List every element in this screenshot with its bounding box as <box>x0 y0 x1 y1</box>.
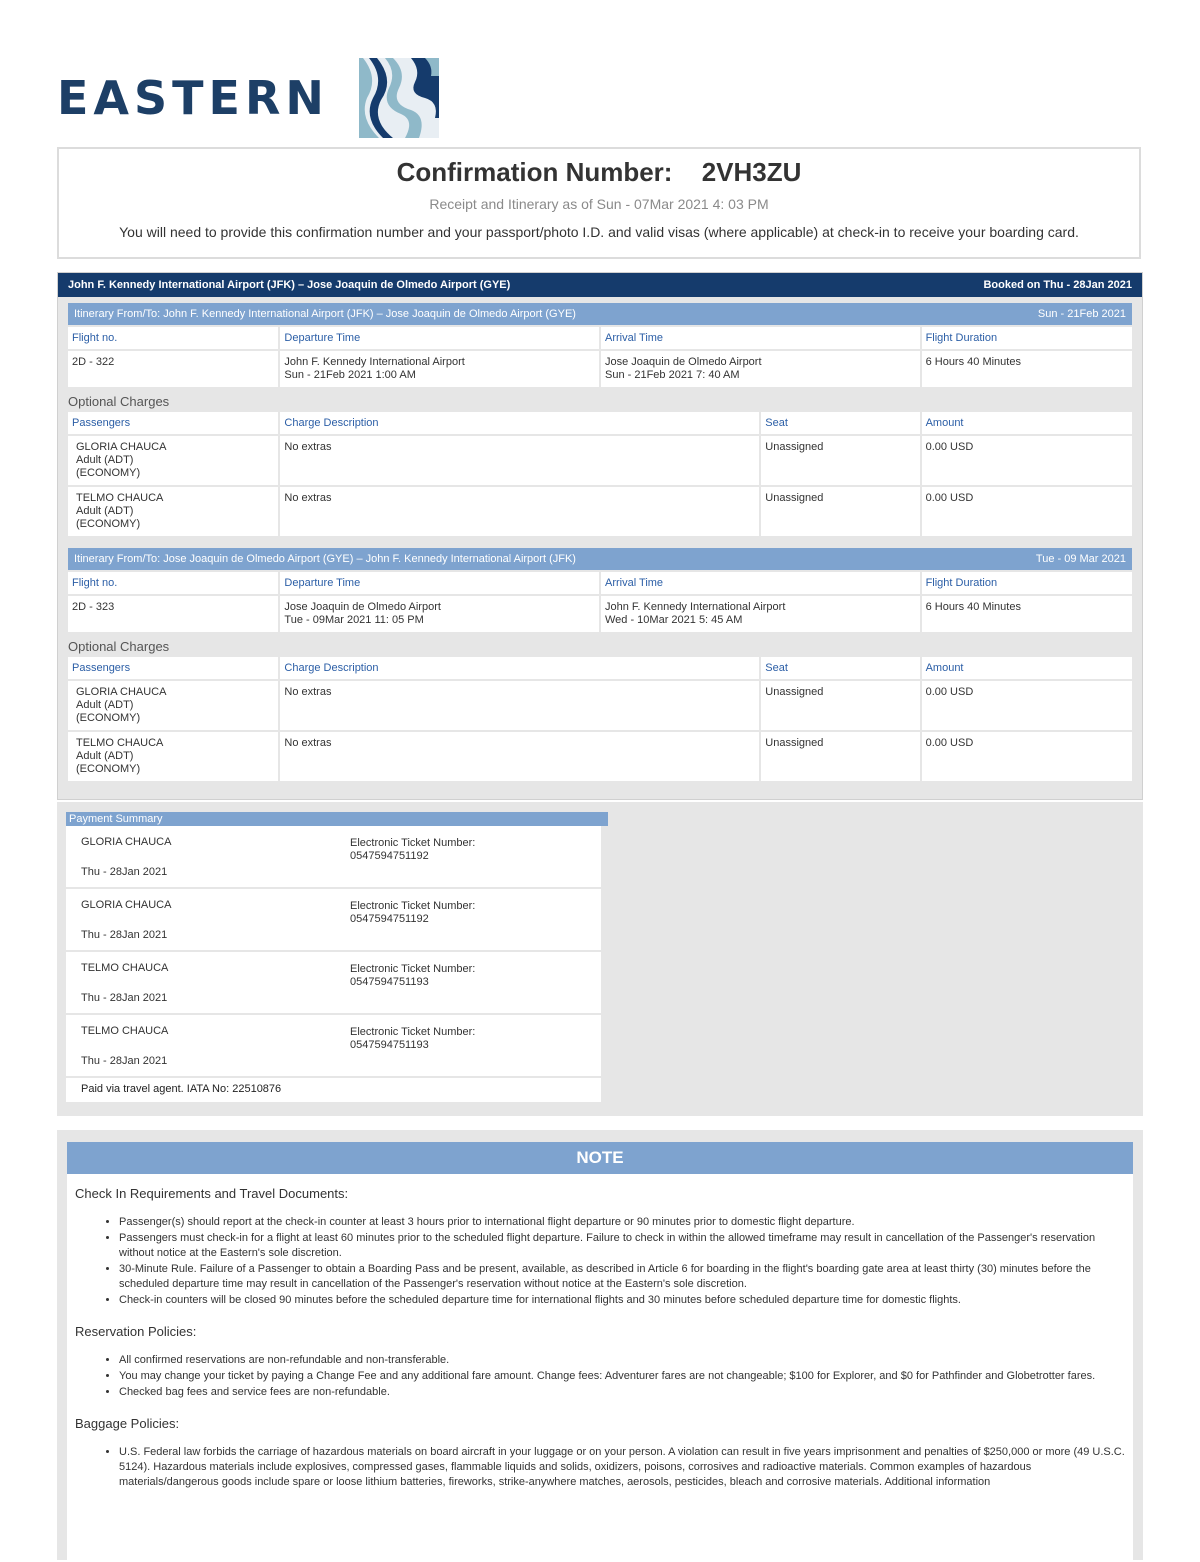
charge-description: No extras <box>280 732 759 781</box>
passenger-name: TELMO CHAUCA <box>76 737 164 749</box>
payment-date: Thu - 28Jan 2021 <box>81 1055 168 1067</box>
flight-row <box>68 351 1132 387</box>
amount-value: 0.00 USD <box>922 732 1132 781</box>
list-item: • Checked bag fees and service fees are non-refundable. <box>119 1385 1125 1400</box>
payment-row <box>66 952 601 1013</box>
charges-header-row <box>68 412 1132 434</box>
ticket-label: Electronic Ticket Number: <box>350 900 476 912</box>
seat-value: Unassigned <box>761 681 919 730</box>
amount-value: 0.00 USD <box>922 436 1132 485</box>
receipt-timestamp: Receipt and Itinerary as of Sun - 07Mar 2021 4: 03 PM <box>429 196 769 212</box>
ticket-label: Electronic Ticket Number: <box>350 837 476 849</box>
leg-date: Tue - 09 Mar 2021 <box>1035 553 1126 565</box>
charge-row <box>68 732 1132 781</box>
passenger-type: Adult (ADT) <box>76 699 134 711</box>
payment-passenger: TELMO CHAUCA <box>81 962 169 974</box>
passenger-cell <box>68 732 278 781</box>
charge-row <box>68 436 1132 485</box>
ticket-number: 0547594751192 <box>350 913 429 925</box>
payment-agent: Paid via travel agent. IATA No: 22510876 <box>66 1078 601 1102</box>
brand-name: EASTERN <box>57 71 329 125</box>
note-title: NOTE <box>67 1142 1133 1174</box>
arrival-time: Wed - 10Mar 2021 5: 45 AM <box>604 614 743 626</box>
flight-number: 2D - 323 <box>68 596 278 632</box>
list-item: • Check-in counters will be closed 90 minutes before the scheduled departure time for international flights and 30 minutes before scheduled departure time for domestic flights. <box>119 1293 1125 1308</box>
col-seat: Seat <box>761 657 919 679</box>
flight-duration: 6 Hours 40 Minutes <box>922 351 1132 387</box>
charge-description: No extras <box>280 436 759 485</box>
col-passengers: Passengers <box>68 657 278 679</box>
payment-passenger: GLORIA CHAUCA <box>81 899 172 911</box>
col-seat: Seat <box>761 412 919 434</box>
charges-table <box>66 655 1134 783</box>
confirmation-title <box>59 157 1139 188</box>
flight-row <box>68 596 1132 632</box>
payment-summary-title: Payment Summary <box>66 812 608 826</box>
passenger-type: Adult (ADT) <box>76 454 134 466</box>
payment-row <box>66 1015 601 1076</box>
flight-table <box>66 325 1134 389</box>
flight-duration: 6 Hours 40 Minutes <box>922 596 1132 632</box>
list-item: • U.S. Federal law forbids the carriage of hazardous materials on board aircraft in your luggage or on your person. A violation can result in five years imprisonment and penalties of $250,000 or more (49 U.S.C. 5124). Hazardous materials include explosives, compressed gases, flammable liquids and solids, oxidizers, poisons, corrosives and radioactive materials. Common examples of hazardous materials/dangerous goods include spare or loose lithium batteries, fireworks, strike-anywhere matches, aerosols, pesticides, bleach and corrosive materials. Additional information <box>119 1445 1125 1490</box>
confirmation-box <box>57 147 1141 259</box>
arrival-time: Sun - 21Feb 2021 7: 40 AM <box>604 369 740 381</box>
checkin-notice: You will need to provide this confirmation number and your passport/photo I.D. and valid visas (where applicable) at check-in to receive your boarding card. <box>119 224 1079 240</box>
arrival-cell <box>601 596 920 632</box>
optional-charges-label: Optional Charges <box>68 394 170 409</box>
arrival-cell <box>601 351 920 387</box>
departure-time: Tue - 09Mar 2021 11: 05 PM <box>284 614 424 626</box>
note-heading-checkin: Check In Requirements and Travel Documents: <box>75 1186 349 1201</box>
flight-header-row <box>68 572 1132 594</box>
seat-value: Unassigned <box>761 436 919 485</box>
booked-on: Booked on Thu - 28Jan 2021 <box>983 279 1132 291</box>
flight-table <box>66 570 1134 634</box>
note-section <box>57 1130 1143 1560</box>
passenger-cell <box>68 487 278 536</box>
passenger-cabin: (ECONOMY) <box>76 518 141 530</box>
col-departure: Departure Time <box>280 572 599 594</box>
charges-table <box>66 410 1134 538</box>
col-amount: Amount <box>922 412 1132 434</box>
leg-date: Sun - 21Feb 2021 <box>1037 308 1126 320</box>
reservation-list <box>75 1353 1125 1400</box>
departure-airport: Jose Joaquin de Olmedo Airport <box>284 601 441 613</box>
confirmation-number: 2VH3ZU <box>701 157 802 187</box>
col-arrival: Arrival Time <box>601 572 920 594</box>
charge-description: No extras <box>280 681 759 730</box>
seat-value: Unassigned <box>761 487 919 536</box>
note-panel <box>67 1142 1133 1562</box>
payment-summary-section <box>57 802 1143 1116</box>
leg-bar-outbound <box>68 303 1132 325</box>
optional-charges-label: Optional Charges <box>68 639 170 654</box>
passenger-name: GLORIA CHAUCA <box>76 441 167 453</box>
col-charge-description: Charge Description <box>280 657 759 679</box>
confirmation-label: Confirmation Number: <box>396 157 673 187</box>
charges-header-row <box>68 657 1132 679</box>
list-item: • Passengers must check-in for a flight at least 60 minutes prior to the scheduled flight departure. Failure to check in within the allowed timeframe may result in cancellation of the Passenger's reservation without notice at the Eastern's sole discretion. <box>119 1231 1125 1261</box>
payment-row <box>66 826 601 887</box>
passenger-cabin: (ECONOMY) <box>76 763 141 775</box>
payment-rows <box>66 826 601 1102</box>
leg-itinerary: Itinerary From/To: Jose Joaquin de Olmedo Airport (GYE) – John F. Kennedy International Airport (JFK) <box>74 553 576 565</box>
payment-date: Thu - 28Jan 2021 <box>81 866 168 878</box>
route-bar <box>58 273 1142 297</box>
passenger-cell <box>68 436 278 485</box>
payment-passenger: GLORIA CHAUCA <box>81 836 172 848</box>
col-duration: Flight Duration <box>922 327 1132 349</box>
passenger-cabin: (ECONOMY) <box>76 467 141 479</box>
departure-cell <box>280 351 599 387</box>
payment-date: Thu - 28Jan 2021 <box>81 929 168 941</box>
ticket-number: 0547594751193 <box>350 976 429 988</box>
amount-value: 0.00 USD <box>922 681 1132 730</box>
flight-number: 2D - 322 <box>68 351 278 387</box>
col-departure: Departure Time <box>280 327 599 349</box>
eastern-wave-logo-icon <box>359 58 439 138</box>
list-item: • Passenger(s) should report at the check-in counter at least 3 hours prior to international flight departure or 90 minutes prior to domestic flight departure. <box>119 1215 1125 1230</box>
list-item: • 30-Minute Rule. Failure of a Passenger to obtain a Boarding Pass and be present, available, as described in Article 6 for boarding in the flight's boarding gate area at least thirty (30) minutes before the scheduled departure time may result in cancellation of the Passenger's reservation without notice at the Eastern's sole discretion. <box>119 1262 1125 1292</box>
passenger-cell <box>68 681 278 730</box>
ticket-label: Electronic Ticket Number: <box>350 963 476 975</box>
col-charge-description: Charge Description <box>280 412 759 434</box>
col-duration: Flight Duration <box>922 572 1132 594</box>
passenger-type: Adult (ADT) <box>76 750 134 762</box>
passenger-type: Adult (ADT) <box>76 505 134 517</box>
col-arrival: Arrival Time <box>601 327 920 349</box>
brand-logo <box>57 58 439 138</box>
arrival-airport: Jose Joaquin de Olmedo Airport <box>604 356 762 368</box>
passenger-name: GLORIA CHAUCA <box>76 686 167 698</box>
payment-date: Thu - 28Jan 2021 <box>81 992 168 1004</box>
col-flight-no: Flight no. <box>68 327 278 349</box>
payment-passenger: TELMO CHAUCA <box>81 1025 169 1037</box>
ticket-label: Electronic Ticket Number: <box>350 1026 476 1038</box>
ticket-number: 0547594751192 <box>350 850 429 862</box>
note-body <box>67 1174 1133 1490</box>
checkin-list <box>75 1215 1125 1308</box>
charge-row <box>68 487 1132 536</box>
leg-bar-return <box>68 548 1132 570</box>
note-heading-baggage: Baggage Policies: <box>75 1416 180 1431</box>
baggage-list <box>75 1445 1125 1490</box>
departure-cell <box>280 596 599 632</box>
col-passengers: Passengers <box>68 412 278 434</box>
charge-description: No extras <box>280 487 759 536</box>
list-item: • All confirmed reservations are non-refundable and non-transferable. <box>119 1353 1125 1368</box>
col-amount: Amount <box>922 657 1132 679</box>
seat-value: Unassigned <box>761 732 919 781</box>
passenger-cabin: (ECONOMY) <box>76 712 141 724</box>
route-title: John F. Kennedy International Airport (JFK) – Jose Joaquin de Olmedo Airport (GYE) <box>68 279 511 291</box>
list-item: • You may change your ticket by paying a Change Fee and any additional fare amount. Change fees: Adventurer fares are not changeable; $100 for Explorer, and $0 for Pathfinder and Globetrotter fares. <box>119 1369 1125 1384</box>
arrival-airport: John F. Kennedy International Airport <box>604 601 786 613</box>
departure-time: Sun - 21Feb 2021 1:00 AM <box>284 369 416 381</box>
passenger-name: TELMO CHAUCA <box>76 492 164 504</box>
flight-header-row <box>68 327 1132 349</box>
charge-row <box>68 681 1132 730</box>
amount-value: 0.00 USD <box>922 487 1132 536</box>
ticket-number: 0547594751193 <box>350 1039 429 1051</box>
payment-row <box>66 889 601 950</box>
departure-airport: John F. Kennedy International Airport <box>284 356 465 368</box>
note-heading-reservation: Reservation Policies: <box>75 1324 197 1339</box>
itinerary-section <box>57 272 1143 800</box>
col-flight-no: Flight no. <box>68 572 278 594</box>
leg-itinerary: Itinerary From/To: John F. Kennedy International Airport (JFK) – Jose Joaquin de Olmedo Airport (GYE) <box>74 308 576 320</box>
